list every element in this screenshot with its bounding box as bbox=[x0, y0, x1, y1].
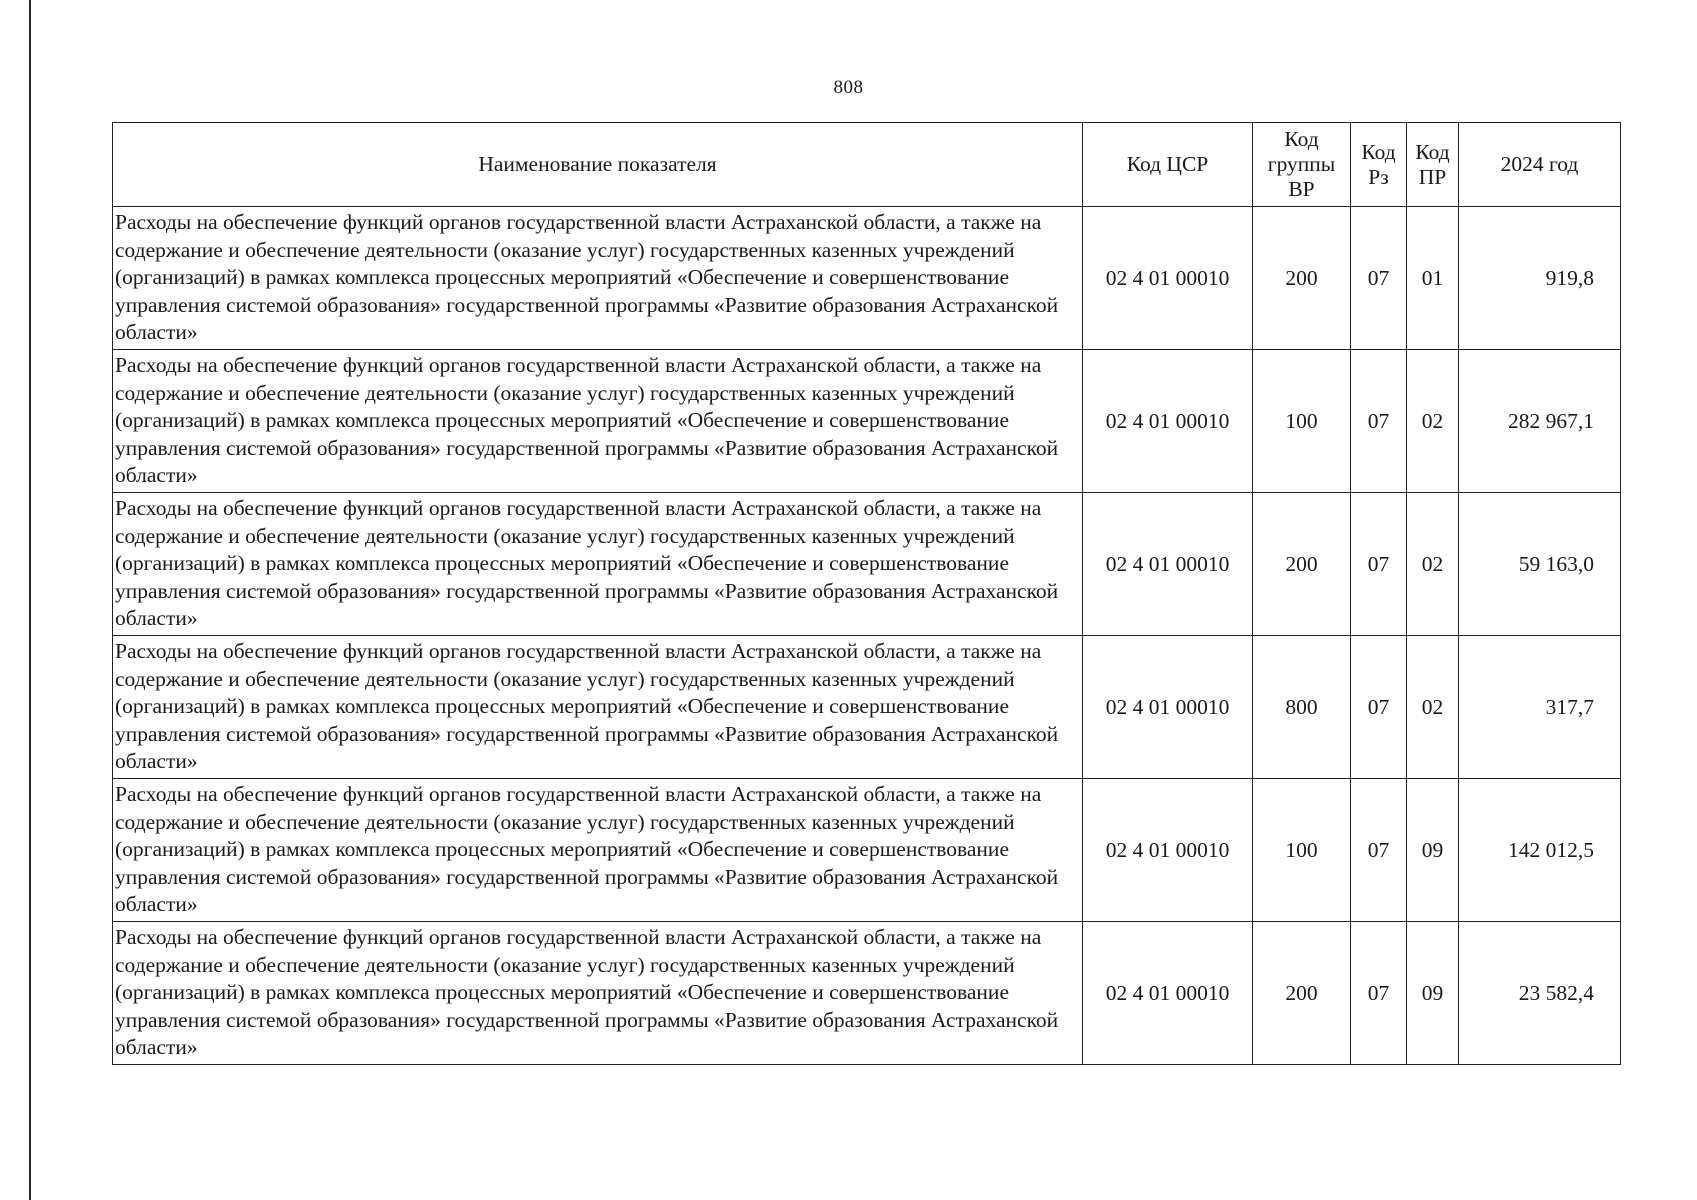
header-rz-line2: Рз bbox=[1368, 164, 1389, 189]
cell-rz: 07 bbox=[1351, 350, 1407, 493]
table-row bbox=[113, 922, 1621, 1065]
table-row bbox=[113, 493, 1621, 636]
budget-table bbox=[112, 122, 1621, 1065]
cell-pr: 09 bbox=[1407, 779, 1459, 922]
cell-pr: 02 bbox=[1407, 493, 1459, 636]
header-rz-line1: Код bbox=[1361, 139, 1396, 164]
table-header bbox=[113, 123, 1621, 207]
cell-rz: 07 bbox=[1351, 493, 1407, 636]
cell-amount: 282 967,1 bbox=[1459, 350, 1621, 493]
cell-amount: 317,7 bbox=[1459, 636, 1621, 779]
cell-csr: 02 4 01 00010 bbox=[1083, 207, 1253, 350]
cell-vr: 100 bbox=[1253, 779, 1351, 922]
header-row bbox=[113, 123, 1621, 207]
cell-amount: 142 012,5 bbox=[1459, 779, 1621, 922]
table-row bbox=[113, 350, 1621, 493]
cell-pr: 02 bbox=[1407, 350, 1459, 493]
cell-rz: 07 bbox=[1351, 636, 1407, 779]
cell-rz: 07 bbox=[1351, 207, 1407, 350]
cell-vr: 800 bbox=[1253, 636, 1351, 779]
cell-pr: 09 bbox=[1407, 922, 1459, 1065]
table-row bbox=[113, 636, 1621, 779]
cell-name: Расходы на обеспечение функций органов государственной власти Астраханской области, а также на содержание и обеспечение деятельности (оказание услуг) государственных казенных учреждений (организаций) в рамках комплекса процессных мероприятий «Обеспечение и совершенствование управления системой образования» государственной программы «Развитие образования Астраханской области» bbox=[113, 493, 1083, 636]
header-vr-line2: группы bbox=[1267, 152, 1336, 176]
cell-name: Расходы на обеспечение функций органов государственной власти Астраханской области, а также на содержание и обеспечение деятельности (оказание услуг) государственных казенных учреждений (организаций) в рамках комплекса процессных мероприятий «Обеспечение и совершенствование управления системой образования» государственной программы «Развитие образования Астраханской области» bbox=[113, 207, 1083, 350]
cell-vr: 200 bbox=[1253, 493, 1351, 636]
cell-name: Расходы на обеспечение функций органов государственной власти Астраханской области, а также на содержание и обеспечение деятельности (оказание услуг) государственных казенных учреждений (организаций) в рамках комплекса процессных мероприятий «Обеспечение и совершенствование управления системой образования» государственной программы «Развитие образования Астраханской области» bbox=[113, 350, 1083, 493]
page-number: 808 bbox=[833, 77, 864, 98]
cell-csr: 02 4 01 00010 bbox=[1083, 636, 1253, 779]
binding-margin-line bbox=[29, 0, 31, 1200]
header-vr-line1: Код bbox=[1284, 127, 1319, 151]
cell-csr: 02 4 01 00010 bbox=[1083, 493, 1253, 636]
cell-amount: 59 163,0 bbox=[1459, 493, 1621, 636]
cell-amount: 23 582,4 bbox=[1459, 922, 1621, 1065]
cell-name: Расходы на обеспечение функций органов государственной власти Астраханской области, а также на содержание и обеспечение деятельности (оказание услуг) государственных казенных учреждений (организаций) в рамках комплекса процессных мероприятий «Обеспечение и совершенствование управления системой образования» государственной программы «Развитие образования Астраханской области» bbox=[113, 779, 1083, 922]
cell-name: Расходы на обеспечение функций органов государственной власти Астраханской области, а также на содержание и обеспечение деятельности (оказание услуг) государственных казенных учреждений (организаций) в рамках комплекса процессных мероприятий «Обеспечение и совершенствование управления системой образования» государственной программы «Развитие образования Астраханской области» bbox=[113, 636, 1083, 779]
table-row bbox=[113, 779, 1621, 922]
header-vr-line3: ВР bbox=[1288, 177, 1315, 201]
table-body bbox=[113, 207, 1621, 1065]
cell-amount: 919,8 bbox=[1459, 207, 1621, 350]
cell-csr: 02 4 01 00010 bbox=[1083, 922, 1253, 1065]
header-year: 2024 год bbox=[1459, 123, 1621, 207]
cell-csr: 02 4 01 00010 bbox=[1083, 779, 1253, 922]
cell-rz: 07 bbox=[1351, 779, 1407, 922]
table-row bbox=[113, 207, 1621, 350]
header-rz bbox=[1351, 123, 1407, 207]
header-pr-line2: ПР bbox=[1418, 164, 1447, 189]
header-vr bbox=[1253, 123, 1351, 207]
cell-pr: 01 bbox=[1407, 207, 1459, 350]
cell-pr: 02 bbox=[1407, 636, 1459, 779]
header-pr bbox=[1407, 123, 1459, 207]
header-name: Наименование показателя bbox=[113, 123, 1083, 207]
cell-rz: 07 bbox=[1351, 922, 1407, 1065]
cell-vr: 100 bbox=[1253, 350, 1351, 493]
cell-vr: 200 bbox=[1253, 922, 1351, 1065]
header-csr: Код ЦСР bbox=[1083, 123, 1253, 207]
cell-name: Расходы на обеспечение функций органов государственной власти Астраханской области, а также на содержание и обеспечение деятельности (оказание услуг) государственных казенных учреждений (организаций) в рамках комплекса процессных мероприятий «Обеспечение и совершенствование управления системой образования» государственной программы «Развитие образования Астраханской области» bbox=[113, 922, 1083, 1065]
cell-csr: 02 4 01 00010 bbox=[1083, 350, 1253, 493]
header-pr-line1: Код bbox=[1415, 139, 1450, 164]
cell-vr: 200 bbox=[1253, 207, 1351, 350]
